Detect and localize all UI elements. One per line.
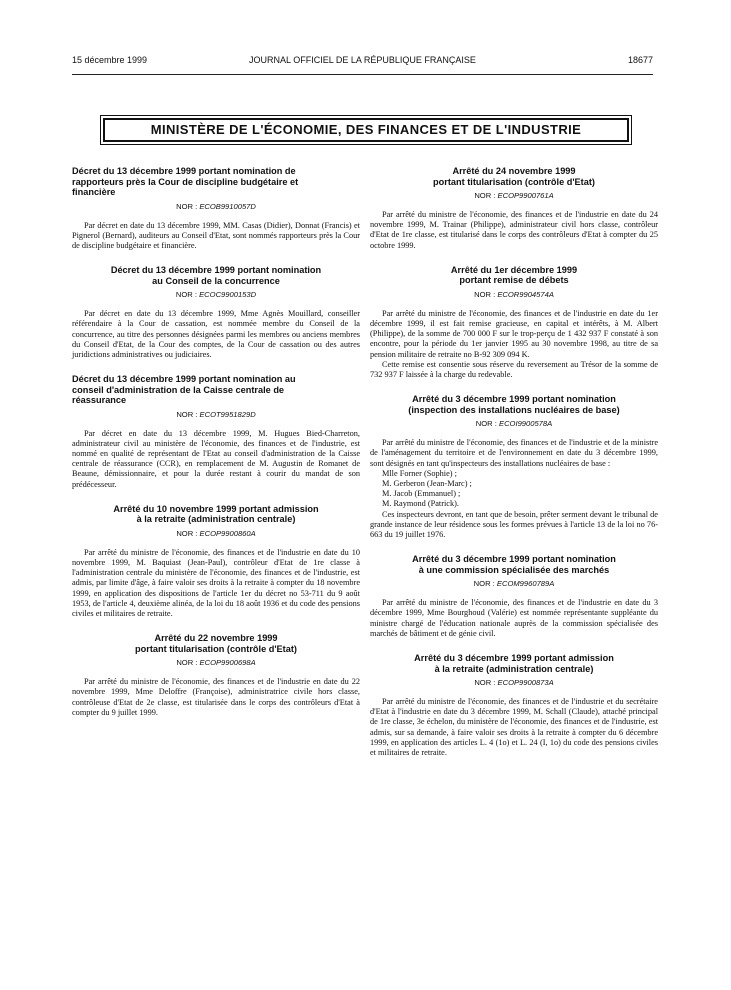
body-paragraph: Par arrêté du ministre de l'économie, des finances et de l'industrie en date du 22 novembre 1999, Mme Deloffre (Françoise), administratrice civile hors classe, contrôleuse d'Etat de 2e classe, est titularisée dans le corps des contrôleurs d'Etat à compter du 9 juillet 1999.: [72, 677, 360, 717]
body-paragraph: Ces inspecteurs devront, en tant que de besoin, prêter serment devant le tribunal de grande instance de leur résidence sous les formes prévues à l'article 13 de la loi no 76-663 du 19 juillet 1976.: [370, 509, 658, 540]
title-line: Arrêté du 24 novembre 1999: [452, 166, 576, 176]
title-line: au Conseil de la concurrence: [152, 275, 280, 286]
nor-code: ECOI9900578A: [499, 419, 553, 429]
decree-section: [72, 633, 360, 718]
decree-section: [72, 265, 360, 360]
nor-code: ECOR9904574A: [497, 289, 554, 299]
nor-reference: [370, 678, 658, 687]
issue-date: 15 décembre 1999: [72, 55, 148, 65]
nor-reference: [370, 290, 658, 299]
nor-code: ECOP9900698A: [199, 658, 256, 668]
decree-section: [370, 554, 658, 639]
nor-code: ECOP9900761A: [497, 191, 554, 200]
title-line: Décret du 13 décembre 1999 portant nomination au: [72, 374, 296, 385]
title-line: à une commission spécialisée des marchés: [418, 564, 610, 575]
nor-code: ECOC9900153D: [199, 290, 257, 300]
nor-reference: [370, 191, 658, 200]
title-line: Décret du 13 décembre 1999 portant nomination: [110, 265, 322, 276]
decree-section: [72, 374, 360, 490]
body-paragraph: Par décret en date du 13 décembre 1999, M. Hugues Bied-Charreton, administrateur civil au ministère de l'économie, des finances et de l'industrie, est nommé en qualité de représentant de l'Etat au conseil d'administration de la Caisse centrale de réassurance (CCR), en remplacement de M. Augustin de Romanet de Beaune, démissionnaire, et pour la durée restant à courir du mandat de son prédécesseur.: [72, 428, 360, 489]
nor-reference: [370, 419, 658, 428]
title-line: Décret du 13 décembre 1999 portant nomination de: [72, 166, 296, 176]
body-paragraph: Par arrêté du ministre de l'économie, des finances et de l'industrie et de la ministre de l'aménagement du territoire et de l'environnement en date du 3 décembre 1999, sont désignés en tant qu'inspecteurs des installations nucléaires de base :: [370, 438, 658, 468]
nor-label: NOR :: [473, 579, 497, 589]
body-paragraph: Par arrêté du ministre de l'économie, des finances et de l'industrie en date du 3 décembre 1999, Mme Bourghoud (Valérie) est nommée représentante suppléante du ministre chargé de l'éducation nationale auprès de la commission spécialisée des marchés de bâtiment et de génie civil.: [370, 598, 658, 638]
nor-code: ECOP9900873A: [497, 678, 554, 688]
title-line: portant remise de débets: [459, 275, 569, 286]
body-paragraph: Par arrêté du ministre de l'économie, des finances et de l'industrie en date du 24 novembre 1999, M. Trainar (Philippe), administrateur civil hors classe, contrôleur d'Etat de 1re classe, est titularisé dans le corps des contrôleurs d'Etat à compter du 25 octobre 1999.: [370, 210, 658, 250]
title-line: financière: [72, 187, 116, 197]
body-paragraph: Par arrêté du ministre de l'économie, des finances et de l'industrie en date du 1er décembre 1999, il est fait remise gracieuse, en capital et intérêts, à M. Albert (Philippe), de la somme de 700 000 F sur le trop-perçu de 1 432 937 F constaté à son encontre, pour la période du 1er janvier 1995 au 30 novembre 1998, au titre de sa pension militaire de retraite no B-92 309 094 K.: [370, 308, 658, 359]
title-line: conseil d'administration de la Caisse centrale de: [72, 384, 285, 395]
title-line: réassurance: [72, 395, 127, 406]
decree-title: [370, 265, 658, 286]
decree-title: [370, 653, 658, 674]
left-column: [72, 166, 360, 732]
nor-reference: [72, 290, 360, 299]
nor-label: NOR :: [474, 289, 498, 299]
header-rule: [72, 74, 653, 75]
title-line: Arrêté du 22 novembre 1999: [154, 633, 278, 644]
right-column: [370, 166, 658, 772]
nor-label: NOR :: [176, 409, 200, 419]
body-paragraph: Par arrêté du ministre de l'économie, des finances et de l'industrie et du secrétaire d'Etat à l'industrie en date du 3 décembre 1999, M. Schall (Claude), attaché principal de 1re classe, 3e échelon, du ministère de l'économie, des finances et de l'industrie, est admis, sur sa demande, à faire valoir ses droits à la retraite à compter du 6 décembre 1999, en application des articles L. 4 (1o) et L. 24 (I, 1o) du code des pensions civiles et militaires de retraite.: [370, 697, 658, 758]
nor-reference: [72, 658, 360, 667]
decree-section: [370, 265, 658, 380]
running-header: [72, 55, 653, 69]
title-line: portant titularisation (contrôle d'Etat): [433, 176, 595, 187]
title-line: Arrêté du 3 décembre 1999 portant nomination: [412, 554, 616, 565]
title-line: Arrêté du 10 novembre 1999 portant admission: [113, 503, 319, 514]
page-number: 18677: [627, 55, 653, 65]
nor-label: NOR :: [474, 191, 498, 200]
nor-label: NOR :: [176, 201, 200, 211]
nominee-item: M. Jacob (Emmanuel) ;: [382, 489, 461, 499]
title-line: à la retraite (administration centrale): [136, 514, 296, 525]
nor-reference: [72, 410, 360, 419]
decree-title: [370, 394, 658, 415]
decree-title: [72, 374, 360, 406]
nominee-item: M. Gerberon (Jean-Marc) ;: [382, 479, 472, 489]
nominee-item: M. Raymond (Patrick).: [382, 499, 459, 509]
journal-title: JOURNAL OFFICIEL DE LA RÉPUBLIQUE FRANÇAISE: [249, 55, 476, 65]
decree-title: [370, 166, 658, 187]
nor-code: ECOP9900860A: [199, 528, 256, 538]
decree-title: [370, 554, 658, 575]
body-paragraph: Par arrêté du ministre de l'économie, des finances et de l'industrie en date du 10 novembre 1999, M. Baquiast (Jean-Paul), contrôleur d'Etat de 1re classe à l'administration centrale du ministère de l'économie, des finances et de l'industrie, est admis, par limite d'âge, à faire valoir ses droits à la retraite à compter du 18 novembre 1999, en application des dispositions de l'article 1er du décret no 53-711 du 9 août 1953, de l'article 4, deuxième alinéa, de la loi du 18 août 1936 et du code des pensions civiles et militaires de retraite.: [72, 547, 360, 619]
nor-label: NOR :: [176, 528, 200, 538]
nor-code: ECOB9910057D: [199, 201, 256, 211]
body-paragraph: Par décret en date du 13 décembre 1999, Mme Agnès Mouillard, conseiller référendaire à la Cour de cassation, est nommée membre du Conseil de la concurrence, au titre des personnes désignées parmi les membres ou anciens membres du Conseil d'Etat, de la Cour des comptes, de la Cour de cassation ou des autres juridictions administratives ou judiciaires.: [72, 309, 360, 359]
body-paragraph: Cette remise est consentie sous réserve du reversement au Trésor de la somme de 732 937 F laissée à la charge du redevable.: [370, 359, 658, 380]
decree-title: [72, 265, 360, 286]
decree-section: [72, 504, 360, 619]
nor-reference: [370, 579, 658, 588]
title-line: Arrêté du 3 décembre 1999 portant nomination: [412, 394, 616, 405]
decree-title: [72, 633, 360, 654]
title-line: Arrêté du 3 décembre 1999 portant admission: [414, 653, 614, 664]
decree-title: [72, 504, 360, 525]
title-line: (inspection des installations nucléaires de base): [408, 404, 620, 415]
nor-reference: [72, 202, 360, 211]
nor-label: NOR :: [474, 678, 498, 688]
body-paragraph: Par décret en date du 13 décembre 1999, MM. Casas (Didier), Donnat (Francis) et Pignerol (Bernard), auditeurs au Conseil d'Etat, sont nommés rapporteurs près la Cour de discipline budgétaire et financière.: [72, 220, 360, 250]
decree-title: [72, 166, 360, 198]
nor-label: NOR :: [176, 658, 200, 668]
title-line: Arrêté du 1er décembre 1999: [450, 264, 578, 275]
nor-code: ECOT9951829D: [199, 409, 256, 419]
decree-section: [370, 166, 658, 251]
nor-code: ECOM9960789A: [496, 579, 555, 589]
title-line: à la retraite (administration centrale): [434, 663, 594, 674]
decree-section: [370, 653, 658, 758]
title-line: rapporteurs près la Cour de discipline budgétaire et: [72, 176, 299, 187]
decree-section: [72, 166, 360, 251]
decree-section: [370, 394, 658, 540]
nor-reference: [72, 529, 360, 538]
nor-label: NOR :: [175, 290, 200, 300]
ministry-banner: MINISTÈRE DE L'ÉCONOMIE, DES FINANCES ET DE L'INDUSTRIE: [103, 118, 629, 142]
nominee-item: Mlle Forner (Sophie) ;: [382, 468, 457, 478]
title-line: portant titularisation (contrôle d'Etat): [135, 643, 297, 654]
nor-label: NOR :: [475, 419, 499, 429]
